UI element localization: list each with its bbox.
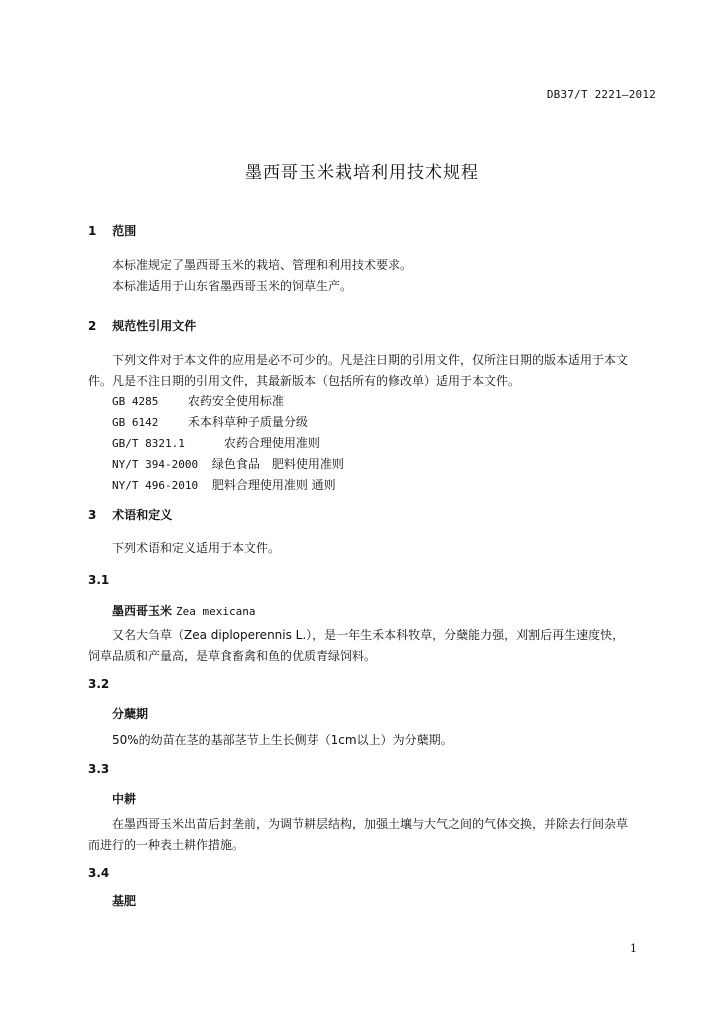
section-title: 规范性引用文件: [112, 319, 197, 333]
reference-name: 禾本科草种子质量分级: [187, 415, 308, 429]
section-1-heading: [88, 222, 136, 239]
reference-item: [112, 476, 336, 493]
term-latin-name: Zea mexicana: [176, 605, 256, 618]
subsection-number: 3.3: [88, 762, 110, 776]
reference-item: [112, 455, 344, 472]
reference-name: 肥料合理使用准则 通则: [211, 478, 336, 492]
section-3-heading: [88, 506, 172, 523]
subsection-number: 3.2: [88, 677, 110, 691]
term-heading: [112, 602, 256, 619]
paragraph: 本标准适用于山东省墨西哥玉米的饲草生产。: [112, 279, 353, 293]
page-number: 1: [630, 942, 637, 955]
section-title: 范围: [112, 224, 137, 238]
reference-name: 农药安全使用标准: [187, 394, 284, 408]
section-number: 3: [88, 508, 97, 522]
definition-text: 50%的幼苗在茎的基部茎节上生长侧芽（1cm以上）为分蘖期。: [112, 733, 453, 747]
standard-code: DB37/T 2221—2012: [546, 88, 656, 101]
term-name: 基肥: [112, 894, 137, 908]
term-name: 分蘖期: [112, 707, 149, 721]
subsection-number: 3.1: [88, 573, 110, 587]
reference-code: GB/T 8321.1: [112, 437, 185, 450]
definition-text: 又名大刍草（Zea diploperennis L.），是一年生禾本科牧草，分蘖能力强，刈割后再生速度快，: [112, 628, 625, 642]
term-heading: [112, 892, 136, 909]
reference-item: [112, 434, 320, 451]
paragraph: 下列术语和定义适用于本文件。: [112, 541, 281, 555]
section-2-heading: [88, 317, 196, 334]
term-name: 墨西哥玉米: [112, 604, 173, 618]
paragraph: 下列文件对于本文件的应用是必不可少的。凡是注日期的引用文件，仅所注日期的版本适用于本文: [112, 353, 629, 367]
definition-text: 在墨西哥玉米出苗后封垄前，为调节耕层结构，加强土壤与大气之间的气体交换，并除去行间杂草: [112, 817, 629, 831]
reference-item: [112, 413, 308, 430]
section-number: 1: [88, 224, 97, 238]
term-heading: [112, 705, 148, 722]
reference-code: GB 4285: [112, 395, 159, 408]
term-name: 中耕: [112, 792, 137, 806]
term-heading: [112, 790, 136, 807]
reference-name: 绿色食品 肥料使用准则: [211, 457, 344, 471]
paragraph: 本标准规定了墨西哥玉米的栽培、管理和利用技术要求。: [112, 258, 413, 272]
reference-code: NY/T 496-2010: [112, 479, 199, 492]
definition-continuation: 而进行的一种表土耕作措施。: [88, 838, 245, 852]
reference-item: [112, 392, 284, 409]
reference-code: NY/T 394-2000: [112, 458, 199, 471]
section-title: 术语和定义: [112, 508, 173, 522]
subsection-number: 3.4: [88, 866, 110, 880]
reference-code: GB 6142: [112, 416, 159, 429]
definition-continuation: 饲草品质和产量高，是草食畜禽和鱼的优质青绿饲料。: [88, 649, 377, 663]
section-number: 2: [88, 319, 97, 333]
document-title: 墨西哥玉米栽培利用技术规程: [245, 163, 479, 183]
reference-name: 农药合理使用准则: [223, 436, 320, 450]
paragraph-continuation: 件。凡是不注日期的引用文件，其最新版本（包括所有的修改单）适用于本文件。: [88, 374, 521, 388]
